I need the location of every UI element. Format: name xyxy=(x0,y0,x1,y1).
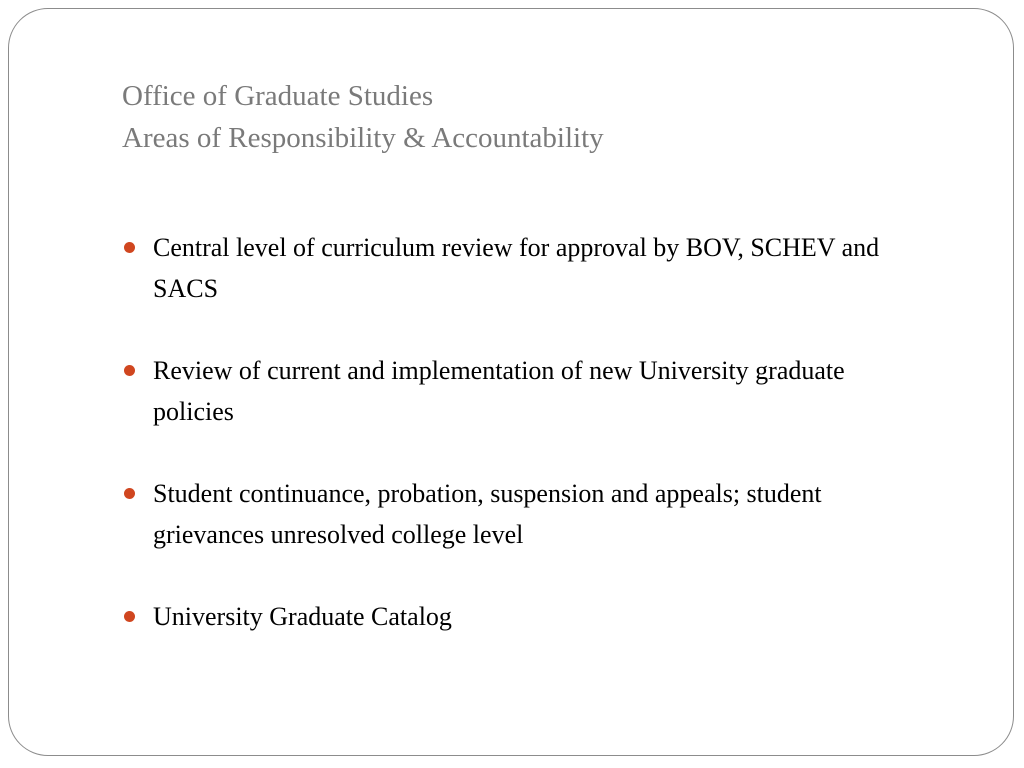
bullet-text: Central level of curriculum review for approval by BOV, SCHEV and SACS xyxy=(153,233,880,303)
bullet-dot-icon xyxy=(124,242,135,253)
slide-title xyxy=(122,75,604,159)
bullet-list xyxy=(122,227,912,637)
bullet-text: Review of current and implementation of new University graduate policies xyxy=(153,356,845,426)
bullet-dot-icon xyxy=(124,365,135,376)
title-line-1: Office of Graduate Studies xyxy=(122,80,434,112)
bullet-text: University Graduate Catalog xyxy=(153,602,452,631)
bullet-item xyxy=(122,227,912,309)
bullet-dot-icon xyxy=(124,488,135,499)
bullet-item xyxy=(122,350,912,432)
bullet-item xyxy=(122,596,912,637)
bullet-item xyxy=(122,473,912,555)
bullet-text: Student continuance, probation, suspension and appeals; student grievances unresolved college level xyxy=(153,479,822,549)
title-line-2: Areas of Responsibility & Accountability xyxy=(122,122,604,154)
bullet-dot-icon xyxy=(124,611,135,622)
slide-frame xyxy=(8,8,1014,756)
